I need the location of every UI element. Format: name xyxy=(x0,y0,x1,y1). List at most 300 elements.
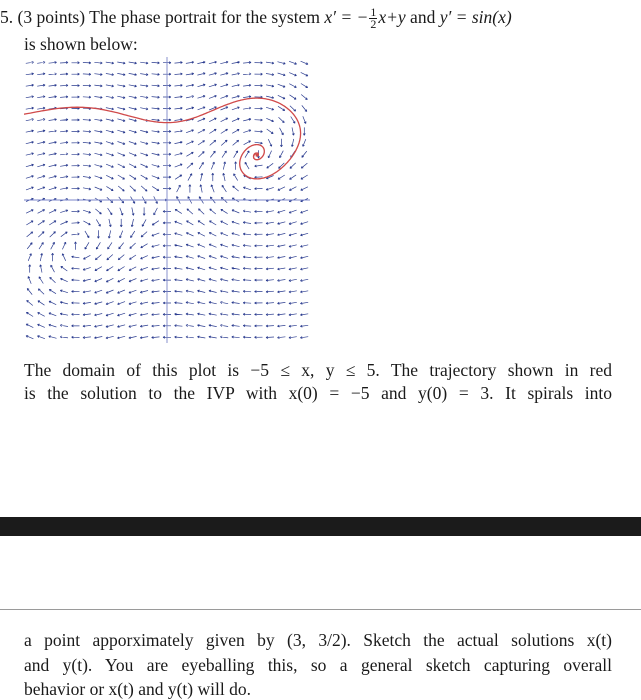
field-arrow xyxy=(140,325,148,327)
field-arrow xyxy=(232,84,240,86)
field-arrow xyxy=(95,267,102,271)
field-arrow xyxy=(268,139,272,146)
problem-line-2 xyxy=(24,33,138,55)
field-arrow xyxy=(198,279,206,282)
field-arrow xyxy=(200,185,202,193)
field-arrow xyxy=(120,208,123,216)
field-arrow xyxy=(280,151,284,158)
field-arrow xyxy=(152,62,160,64)
field-arrow xyxy=(198,244,205,247)
field-arrow xyxy=(60,96,68,98)
field-arrow xyxy=(152,108,160,110)
field-arrow xyxy=(243,62,251,64)
field-arrow xyxy=(140,267,148,270)
field-arrow xyxy=(106,175,113,179)
field-arrow xyxy=(118,186,124,191)
field-arrow xyxy=(60,278,67,281)
field-arrow xyxy=(141,232,147,237)
field-arrow xyxy=(186,221,193,225)
field-arrow xyxy=(72,119,80,121)
field-arrow xyxy=(72,290,80,292)
field-arrow xyxy=(129,142,137,145)
field-arrow xyxy=(95,314,103,316)
field-arrow xyxy=(243,233,251,235)
field-arrow xyxy=(278,84,285,87)
field-arrow xyxy=(198,141,205,145)
field-arrow xyxy=(232,325,240,327)
field-arrow xyxy=(255,279,263,281)
field-arrow xyxy=(26,119,34,121)
field-arrow xyxy=(289,337,297,339)
field-arrow xyxy=(83,314,91,316)
field-arrow xyxy=(209,302,217,304)
field-arrow xyxy=(49,187,57,190)
field-arrow xyxy=(108,230,110,238)
field-arrow xyxy=(209,129,216,133)
field-arrow xyxy=(37,187,45,190)
field-arrow xyxy=(243,107,251,109)
field-arrow xyxy=(209,84,217,87)
field-arrow xyxy=(26,61,34,63)
field-arrow xyxy=(210,209,216,214)
field-arrow xyxy=(129,302,137,305)
field-arrow xyxy=(60,130,68,132)
field-arrow xyxy=(198,130,205,134)
field-arrow xyxy=(106,85,114,87)
field-arrow xyxy=(290,106,296,112)
field-arrow xyxy=(117,85,125,87)
field-arrow xyxy=(255,210,263,212)
field-arrow xyxy=(302,105,307,111)
field-arrow xyxy=(26,312,33,316)
problem-number: 5. xyxy=(0,7,14,27)
field-arrow xyxy=(266,256,274,258)
field-arrow xyxy=(244,141,251,145)
field-arrow xyxy=(140,314,148,316)
field-arrow xyxy=(129,62,137,64)
field-arrow xyxy=(198,256,206,259)
field-arrow xyxy=(95,165,103,168)
field-arrow xyxy=(60,62,68,64)
field-arrow xyxy=(60,187,68,189)
field-arrow xyxy=(277,291,285,293)
field-arrow xyxy=(83,279,91,282)
field-arrow xyxy=(152,268,160,270)
field-arrow xyxy=(255,268,263,270)
field-arrow xyxy=(129,267,136,271)
field-arrow xyxy=(186,313,194,315)
field-arrow xyxy=(129,73,137,75)
field-arrow xyxy=(83,255,90,259)
field-arrow xyxy=(232,210,239,213)
field-arrow xyxy=(243,302,251,304)
field-arrow xyxy=(209,324,217,326)
field-arrow xyxy=(49,301,56,305)
field-arrow xyxy=(232,118,239,121)
field-arrow xyxy=(83,336,91,338)
field-arrow xyxy=(85,231,89,238)
field-arrow xyxy=(152,245,160,248)
field-arrow xyxy=(26,153,34,156)
field-arrow xyxy=(175,325,183,327)
field-arrow xyxy=(278,106,285,110)
field-arrow xyxy=(96,219,100,226)
field-arrow xyxy=(302,151,307,157)
field-arrow xyxy=(106,130,114,133)
field-arrow xyxy=(255,336,263,338)
field-arrow xyxy=(221,129,228,133)
field-arrow xyxy=(152,336,160,338)
field-arrow xyxy=(198,221,205,225)
field-arrow xyxy=(60,119,68,121)
phase-portrait xyxy=(24,57,310,343)
field-arrow xyxy=(221,233,228,236)
field-arrow xyxy=(186,256,194,259)
field-arrow xyxy=(175,130,183,132)
field-arrow xyxy=(60,221,67,224)
field-arrow xyxy=(266,234,274,236)
field-arrow xyxy=(289,302,297,304)
field-arrow xyxy=(266,314,274,316)
field-arrow xyxy=(289,222,297,225)
field-arrow xyxy=(72,85,80,87)
field-arrow xyxy=(117,62,125,64)
field-arrow xyxy=(49,141,57,143)
field-arrow xyxy=(220,336,228,338)
shown-below-text: is shown below: xyxy=(24,34,138,54)
field-arrow xyxy=(186,152,193,156)
field-arrow xyxy=(266,118,273,121)
field-arrow xyxy=(209,118,216,122)
field-arrow xyxy=(222,151,226,158)
field-arrow xyxy=(27,232,33,237)
field-arrow xyxy=(199,162,203,169)
field-arrow xyxy=(255,302,263,304)
task-paragraph-line-2: and y(t). You are eyeballing this, so a general sketch capturing overall xyxy=(24,655,612,675)
xprime-rest: x+y xyxy=(378,7,406,27)
field-arrow xyxy=(255,142,263,144)
field-arrow xyxy=(83,142,91,144)
field-arrow xyxy=(301,163,307,168)
field-arrow xyxy=(222,185,226,192)
field-arrow xyxy=(198,118,205,121)
field-arrow xyxy=(95,279,102,282)
field-arrow xyxy=(83,62,91,64)
field-arrow xyxy=(266,291,274,293)
field-arrow xyxy=(232,244,240,247)
field-arrow xyxy=(278,268,286,270)
field-arrow xyxy=(232,61,240,63)
field-arrow xyxy=(278,73,286,76)
field-arrow xyxy=(210,140,216,145)
field-arrow xyxy=(186,302,194,304)
field-arrow xyxy=(49,84,57,86)
field-arrow xyxy=(197,302,205,304)
field-arrow xyxy=(129,130,137,133)
field-arrow xyxy=(243,130,251,133)
field-arrow xyxy=(129,119,137,122)
field-arrow xyxy=(235,162,237,170)
field-arrow xyxy=(83,188,91,190)
field-arrow xyxy=(300,256,308,258)
field-arrow xyxy=(26,221,33,225)
field-arrow xyxy=(106,74,114,76)
field-arrow xyxy=(289,268,297,270)
field-arrow xyxy=(140,62,148,64)
field-arrow xyxy=(266,85,274,87)
field-arrow xyxy=(243,187,251,190)
field-arrow xyxy=(97,230,99,238)
field-arrow xyxy=(152,85,160,87)
field-arrow xyxy=(95,255,101,260)
field-arrow xyxy=(95,302,103,305)
field-arrow xyxy=(129,336,137,338)
field-arrow xyxy=(94,325,102,327)
field-arrow xyxy=(37,176,45,179)
field-arrow xyxy=(220,256,228,259)
field-arrow xyxy=(186,267,194,270)
field-arrow xyxy=(129,290,137,293)
field-arrow xyxy=(117,119,125,122)
field-arrow xyxy=(72,222,80,224)
field-arrow xyxy=(290,95,297,100)
field-arrow xyxy=(26,187,34,190)
field-arrow xyxy=(277,279,285,281)
field-arrow xyxy=(209,267,217,270)
field-arrow xyxy=(152,256,160,258)
field-arrow xyxy=(26,176,34,179)
field-arrow xyxy=(52,253,54,261)
field-arrow xyxy=(120,219,122,227)
field-arrow xyxy=(72,210,80,212)
field-arrow xyxy=(37,84,45,86)
field-arrow xyxy=(198,107,206,110)
field-arrow xyxy=(278,222,286,225)
field-arrow xyxy=(209,336,217,338)
one-half-fraction xyxy=(369,7,377,30)
field-arrow xyxy=(60,142,68,144)
field-arrow xyxy=(220,244,228,247)
field-arrow xyxy=(255,313,263,315)
field-arrow xyxy=(175,73,183,75)
field-arrow xyxy=(118,267,125,271)
field-arrow xyxy=(140,96,148,98)
field-arrow xyxy=(209,95,217,98)
field-arrow xyxy=(38,221,45,226)
field-arrow xyxy=(243,84,251,86)
field-arrow xyxy=(106,278,113,282)
field-arrow xyxy=(26,84,34,86)
field-arrow xyxy=(117,313,125,316)
field-arrow xyxy=(289,256,297,258)
field-arrow xyxy=(83,153,91,155)
field-arrow xyxy=(106,313,114,316)
field-arrow xyxy=(152,96,160,98)
field-arrow xyxy=(186,96,194,98)
field-arrow xyxy=(39,242,43,249)
field-arrow xyxy=(106,96,114,98)
field-arrow xyxy=(186,107,194,110)
field-arrow xyxy=(277,314,285,316)
field-arrow xyxy=(37,336,45,339)
field-arrow xyxy=(209,233,216,237)
field-arrow xyxy=(233,140,239,145)
task-paragraph-line-1: a point apporximately given by (3, 3/2). Sketch the actual solutions x(t) xyxy=(24,630,612,650)
field-arrow xyxy=(300,233,308,236)
field-arrow xyxy=(220,73,228,76)
field-arrow xyxy=(186,325,194,327)
field-arrow xyxy=(60,164,68,166)
field-arrow xyxy=(210,151,215,157)
field-arrow xyxy=(95,187,102,190)
field-arrow xyxy=(143,207,145,215)
field-arrow xyxy=(60,84,68,86)
field-arrow xyxy=(300,279,308,281)
field-arrow xyxy=(175,209,182,213)
field-arrow xyxy=(220,267,228,270)
field-arrow xyxy=(118,290,125,293)
field-arrow xyxy=(278,95,285,99)
field-arrow xyxy=(83,210,91,213)
field-arrow xyxy=(119,243,124,249)
field-arrow xyxy=(27,300,33,305)
field-arrow xyxy=(129,313,137,316)
field-arrow xyxy=(209,313,217,315)
field-arrow xyxy=(49,289,56,293)
field-arrow xyxy=(280,128,284,135)
field-arrow xyxy=(243,336,251,338)
field-arrow xyxy=(234,151,238,158)
field-arrow xyxy=(277,337,285,339)
field-arrow xyxy=(243,73,251,75)
problem-line-1 xyxy=(0,6,512,30)
field-arrow xyxy=(141,175,148,179)
field-arrow xyxy=(268,151,272,158)
field-arrow xyxy=(255,165,263,167)
field-arrow xyxy=(49,61,57,63)
field-arrow xyxy=(72,313,80,315)
field-arrow xyxy=(129,255,136,259)
field-arrow xyxy=(37,73,45,75)
field-arrow xyxy=(72,62,80,64)
field-arrow xyxy=(106,336,114,339)
field-arrow xyxy=(51,242,55,249)
field-arrow xyxy=(234,174,238,181)
field-arrow xyxy=(109,219,111,227)
field-arrow xyxy=(220,61,228,64)
field-arrow xyxy=(152,325,160,327)
field-arrow xyxy=(291,139,293,147)
field-arrow xyxy=(198,95,206,98)
xprime-equation: x′ = − xyxy=(324,7,369,27)
field-arrow xyxy=(220,302,228,304)
field-arrow xyxy=(94,131,102,133)
field-arrow xyxy=(117,336,125,339)
field-arrow xyxy=(300,245,308,248)
field-arrow xyxy=(175,141,183,143)
field-arrow xyxy=(175,164,183,167)
field-arrow xyxy=(187,163,193,168)
field-arrow xyxy=(266,302,274,304)
field-arrow xyxy=(209,73,217,76)
field-arrow xyxy=(220,325,228,327)
field-arrow xyxy=(49,313,56,316)
field-arrow xyxy=(255,73,263,75)
field-arrow xyxy=(152,233,160,236)
field-arrow xyxy=(278,175,285,179)
field-arrow xyxy=(289,187,296,191)
field-arrow xyxy=(301,222,309,225)
field-arrow xyxy=(140,142,148,145)
field-arrow xyxy=(129,85,137,87)
field-arrow xyxy=(83,267,91,270)
field-arrow xyxy=(301,210,309,213)
field-arrow xyxy=(61,266,68,271)
field-arrow xyxy=(26,130,34,132)
field-arrow xyxy=(232,233,240,236)
field-arrow xyxy=(209,256,217,259)
field-arrow xyxy=(60,176,68,178)
field-arrow xyxy=(94,337,102,339)
field-arrow xyxy=(132,208,134,216)
field-arrow xyxy=(108,242,112,249)
field-arrow xyxy=(106,325,114,328)
field-arrow xyxy=(106,142,114,145)
field-arrow xyxy=(130,243,136,249)
field-arrow xyxy=(49,221,56,225)
field-arrow xyxy=(175,62,183,64)
field-arrow xyxy=(72,325,80,327)
field-arrow xyxy=(129,325,137,328)
field-arrow xyxy=(189,185,191,193)
field-arrow xyxy=(108,208,112,215)
field-arrow xyxy=(129,108,137,111)
field-arrow xyxy=(38,289,44,295)
field-arrow xyxy=(94,73,102,75)
field-arrow xyxy=(232,221,240,224)
field-arrow xyxy=(154,208,158,215)
field-arrow xyxy=(106,302,114,305)
field-arrow xyxy=(83,302,91,304)
field-arrow xyxy=(232,336,240,338)
field-arrow xyxy=(40,265,42,273)
field-arrow xyxy=(26,73,34,75)
field-arrow xyxy=(289,325,297,327)
field-arrow xyxy=(106,62,114,64)
field-arrow xyxy=(72,165,80,167)
field-arrow xyxy=(301,95,307,100)
field-arrow xyxy=(28,276,31,283)
field-arrow xyxy=(289,84,296,88)
field-arrow xyxy=(289,314,297,316)
field-arrow xyxy=(243,267,251,269)
field-arrow xyxy=(243,256,251,258)
field-arrow xyxy=(289,61,297,64)
field-arrow xyxy=(266,222,274,224)
field-arrow xyxy=(232,256,240,258)
yprime-equation: y′ = sin(x) xyxy=(439,7,512,27)
field-arrow xyxy=(255,256,263,258)
field-arrow xyxy=(37,141,45,143)
field-arrow xyxy=(255,62,263,64)
field-arrow xyxy=(62,242,66,249)
field-arrow xyxy=(118,175,125,179)
field-arrow xyxy=(72,142,80,144)
field-arrow xyxy=(118,255,124,260)
field-arrow xyxy=(131,231,135,238)
field-arrow xyxy=(72,279,80,281)
field-arrow xyxy=(72,336,80,338)
